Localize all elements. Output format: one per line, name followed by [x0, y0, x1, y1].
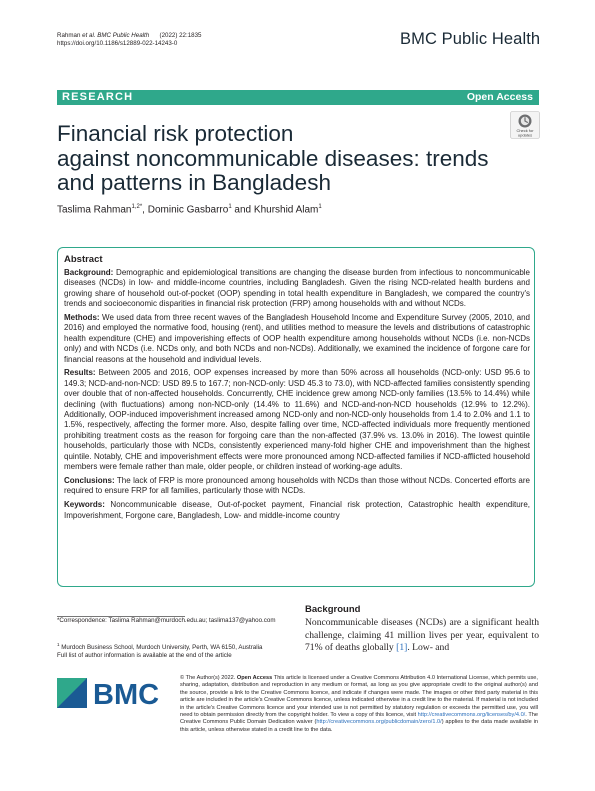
- author-name[interactable]: , Dominic Gasbarro: [142, 204, 229, 216]
- background-paragraph: [305, 617, 539, 655]
- methods-text: We used data from three recent waves of the Bangladesh Household Income and Expenditure Survey (2005, 2010, and 2016) and employed the normative food, housing (rent), and utilities method to measure the levels and distributions of catastrophic health expenditure (CHE) and impoverishing effects of OOP health expenditure among households without NCDs (i.e. non-NCDs only) and with NCDs (i.e. NCDs only, and both NCDs and non-NCDs). Additionally, we examined the incidence of forgone care for financial reasons at the household and individual levels.: [64, 313, 530, 364]
- conclusions-label: Conclusions:: [64, 475, 115, 485]
- background-text: Demographic and epidemiological transitions are changing the disease burden from infectious to noncommunicable diseases (NCDs) in low- and middle-income countries, including Bangladesh. Given the rising NCD-related health burdens and growing share of household out-of-pocket (OOP) spending in total health expenditure in Bangladesh, we compared the country's trends and socioeconomic disparities in financial risk protection (FRP) among households with and without NCDs.: [64, 268, 530, 309]
- author-affiliation-sup: 1: [318, 204, 322, 210]
- title-line: and patterns in Bangladesh: [57, 170, 331, 195]
- author-affiliation-sup: 1: [228, 204, 232, 210]
- license-body-2: . The Creative Commons Public Domain Dedication waiver (: [180, 712, 538, 726]
- citation-etal: et al. BMC Public Health: [82, 32, 150, 39]
- keywords-text: Noncommunicable disease, Out-of-pocket payment, Financial risk protection, Catastrophic health expenditure, Impoverishment, Forgone care, Bangladesh, Low- and middle-income country: [64, 500, 530, 520]
- author-name[interactable]: Taslima Rahman: [57, 204, 132, 216]
- correspondence-note[interactable]: *Correspondence: Taslima Rahman@murdoch.edu.au; taslima137@yahoo.com: [57, 617, 276, 624]
- license-copyright: © The Author(s) 2022.: [180, 675, 237, 681]
- results-text: Between 2005 and 2016, OOP expenses increased by more than 50% across all households (NCD-only: USD 95.6 to 149.3; NCD-and-non-NCD: USD 89.5 to 167.7; non-NCD-only: USD 45.3 to 73.0), with NCD-affected families consistently spending over double that of non-affected households. Concurrently, CHE incidence grew among NCD-only families (13.5% to 14.4%) while declining (with fluctuations) among non-NCD-only (14.4% to 11.6%) and NCD-and-non-NCD households (12.9% to 12.2%). Additionally, OOP-induced impoverishment increased among NCD-only and non-NCD-only households from 1.4 to 2.0% and 1.1 to 1.5%, respectively, affecting the former more. Also, despite falling over time, NCD-affected individuals more frequently mentioned prohibiting treatment costs as the reason for forgoing care than the non-affected (37.9% vs. 13.0% in 2016). The lowest quintile households, particularly those with NCDs, consistently experienced many-fold higher CHE and impoverishment than the highest quintile. Notably, CHE and impoverishment effects were more pronounced among NCD-affected families if NCD-afflicted household members were female rather than male, older people, or children instead of working-age adults.: [64, 368, 530, 472]
- methods-label: Methods:: [64, 313, 100, 323]
- keywords-label: Keywords:: [64, 500, 105, 510]
- license-link-cc-zero[interactable]: http://creativecommons.org/publicdomain/zero/1.0/: [316, 719, 442, 726]
- open-access-label: Open Access: [466, 91, 533, 103]
- affiliation-note: [57, 641, 297, 660]
- abstract-results: [64, 368, 530, 472]
- citation-link[interactable]: [1]: [396, 642, 408, 654]
- affiliation-text: Murdoch Business School, Murdoch University, Perth, WA 6150, Australia: [59, 644, 263, 652]
- journal-name: BMC Public Health: [400, 30, 541, 48]
- background-body-end: . Low- and: [407, 642, 450, 654]
- license-body-3: ) applies to the data made available in this article, unless otherwise stated in a credit line to the data.: [180, 719, 538, 733]
- author-list: [57, 204, 322, 215]
- author-name[interactable]: and Khurshid Alam: [231, 204, 319, 216]
- title-line: against noncommunicable diseases: trends: [57, 145, 489, 171]
- abstract-box: [57, 247, 535, 587]
- background-label: Background:: [64, 268, 114, 277]
- license-text: [180, 675, 538, 734]
- abstract-methods: [64, 313, 530, 365]
- background-heading: Background: [305, 604, 361, 615]
- abstract-background: [64, 268, 530, 310]
- bmc-logo-icon: [57, 674, 167, 712]
- check-updates-line1: Check for: [516, 128, 534, 133]
- background-body: Noncommunicable diseases (NCDs) are a significant health challenge, claiming 41 million lives per year, equivalent to 71% of deaths globally: [305, 617, 539, 654]
- check-updates-line2: updates: [517, 132, 533, 138]
- citation-header: [57, 32, 202, 48]
- license-open-access: Open Access: [236, 675, 273, 681]
- license-link-cc-by[interactable]: http://creativecommons.org/licenses/by/4.0/: [417, 712, 526, 719]
- citation-volume: (2022) 22:1835: [159, 32, 202, 39]
- title-line: Financial risk protection: [57, 121, 294, 146]
- abstract-keywords: [64, 500, 530, 521]
- bmc-logo-text: BMC: [93, 679, 160, 711]
- article-title: [57, 122, 497, 196]
- license-body: This article is licensed under a Creative Commons Attribution 4.0 International License, which permits use, sharing, adaptation, distribution and reproduction in any medium or format, as long as you give appropriate credit to the original author(s) and the source, provide a link to the Creative Commons licence, and indicate if changes were made. The images or other third party material in this article are included in the article's Creative Commons licence, unless indicated otherwise in a credit line to the material. If material is not included in the article's Creative Commons licence and your intended use is not permitted by statutory regulation or exceeds the permitted use, you will need to obtain permission directly from the copyright holder. To view a copy of this licence, visit: [180, 675, 538, 719]
- full-author-info-note: Full list of author information is available at the end of the article: [57, 652, 232, 660]
- abstract-conclusions: [64, 476, 530, 497]
- citation-author: Rahman: [57, 32, 81, 39]
- section-label: RESEARCH: [62, 91, 134, 103]
- conclusions-text: The lack of FRP is more pronounced among households with NCDs than those without NCDs. Concerted efforts are required to ensure FRP for all families, particularly those with NCDs.: [64, 475, 530, 496]
- abstract-heading: Abstract: [64, 254, 103, 265]
- results-label: Results:: [64, 368, 96, 378]
- doi-link[interactable]: https://doi.org/10.1186/s12889-022-14243-0: [57, 40, 178, 47]
- check-for-updates-icon[interactable]: [510, 111, 540, 139]
- affiliation-sup: 1: [57, 642, 60, 647]
- author-affiliation-sup: 1,2*: [131, 204, 143, 210]
